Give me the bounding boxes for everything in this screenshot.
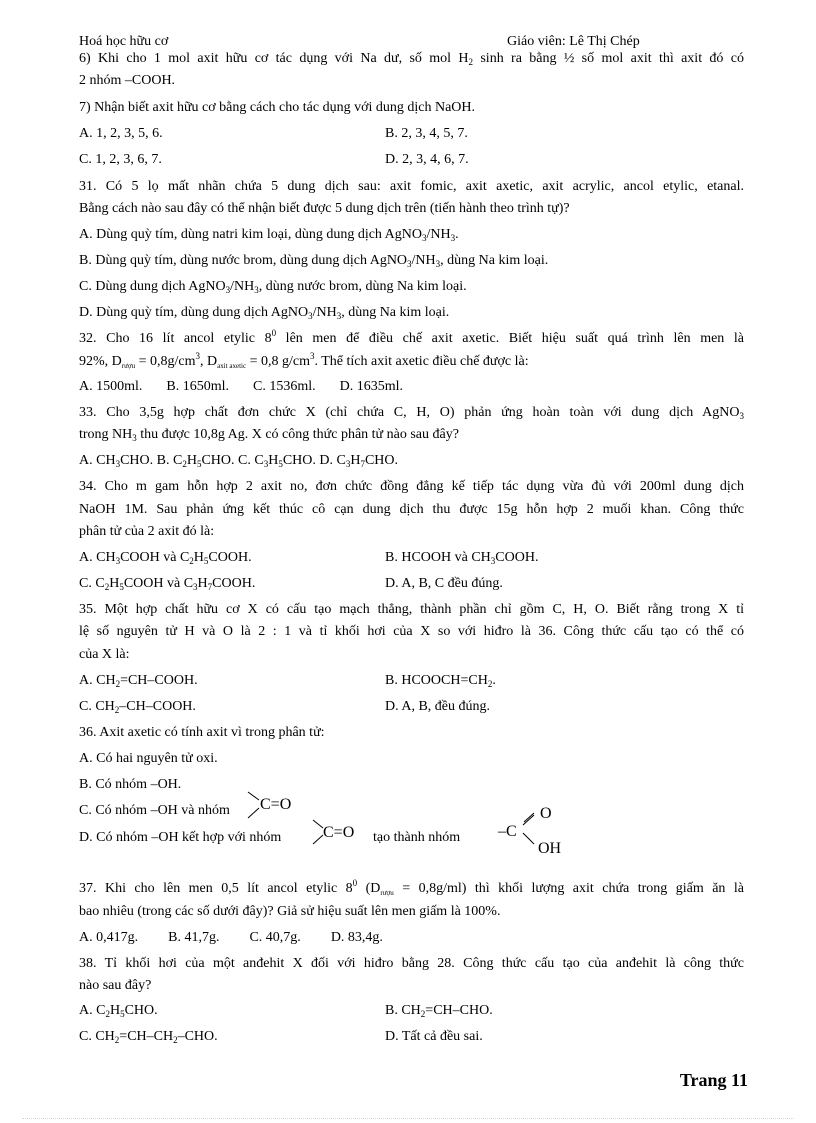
q33-line1: 33. Cho 3,5g hợp chất đơn chức X (chỉ chứa C, H, O) phản ứng hoàn toàn với dung dịch AgNO$_3$ xyxy=(79,405,744,421)
carbonyl-group-icon-2 xyxy=(311,818,371,850)
page-divider xyxy=(22,1118,794,1119)
q32-line1: 32. Cho 16 lít ancol etylic $8^0$ lên men để điều chế axit axetic. Biết hiệu suất quá trình lên men là xyxy=(79,328,745,346)
q38-option-c: C. $CH_2=CH-CH_2$–CHO. xyxy=(79,1029,218,1045)
q38-option-b: B. $CH_2=CH$–CHO. xyxy=(385,1003,493,1019)
svg-text:O: O xyxy=(540,805,552,822)
q38-option-a: A. $C_2H_5CHO$. xyxy=(79,1003,158,1019)
q35-line3: của X là: xyxy=(79,647,130,662)
q38-option-d: D. Tất cả đều sai. xyxy=(385,1029,483,1044)
q34-line2: NaOH 1M. Sau phản ứng kết thúc cô cạn dung dịch thu được 15g hỗn hợp 2 muối khan. Công thức xyxy=(79,502,744,517)
q7-option-a: A. 1, 2, 3, 5, 6. xyxy=(79,126,163,141)
q36-text: 36. Axit axetic có tính axit vì trong phân tử: xyxy=(79,725,325,740)
q36-option-a: A. Có hai nguyên tử oxi. xyxy=(79,751,218,766)
q34-line3: phân tử của 2 axit đó là: xyxy=(79,524,215,539)
header-teacher: Giáo viên: Lê Thị Chép xyxy=(507,34,640,49)
q35-option-a: A. $CH_2=CH$–COOH. xyxy=(79,673,198,689)
q38-line1: 38. Tỉ khối hơi của một anđehit X đối với hiđro bằng 28. Công thức cấu tạo của anđehit là công thức xyxy=(79,956,744,971)
q31-line1: 31. Có 5 lọ mất nhãn chứa 5 dung dịch sau: axit fomic, axit axetic, axit acrylic, ancol etylic, etanal. xyxy=(79,179,744,194)
q36-option-b: B. Có nhóm –OH. xyxy=(79,777,182,792)
q31-option-d: D. Dùng quỳ tím, dùng dung dịch $AgNO_3/NH_3$, dùng Na kim loại. xyxy=(79,305,450,321)
q36-option-d-tail: tạo thành nhóm xyxy=(373,830,461,845)
header-subject: Hoá học hữu cơ xyxy=(79,34,169,49)
carboxyl-group-icon xyxy=(496,800,576,860)
q6-line1: 6) Khi cho 1 mol axit hữu cơ tác dụng với Na dư, số mol $H_2$ sinh ra bằng ½ số mol axit thì axit đó có xyxy=(79,51,745,67)
q7-option-b: B. 2, 3, 4, 5, 7. xyxy=(385,126,468,141)
q34-option-a: A. $CH_3COOH$ và $C_2H_5COOH$. xyxy=(79,550,252,566)
q33-line2: trong $NH_3$ thu được 10,8g Ag. X có công thức phân tử nào sau đây? xyxy=(79,427,459,443)
q7-option-d: D. 2, 3, 4, 6, 7. xyxy=(385,152,469,167)
q32-line2: 92%, $D_{rượu} = 0,8g/cm^3$, $D_{axit axetic} = 0,8$ $g/cm^3$. Thể tích axit axetic điều chế được là: xyxy=(79,351,529,370)
svg-text:C=O: C=O xyxy=(260,796,292,813)
svg-text:C=O: C=O xyxy=(323,824,355,841)
svg-text:OH: OH xyxy=(538,840,562,857)
q35-line2: lệ số nguyên tử H và O là 2 : 1 và tỉ khối hơi của X so với hiđro là 36. Công thức cấu tạo có thể có xyxy=(79,624,744,639)
q32-options: A. 1500ml. B. 1650ml. C. 1536ml. D. 1635ml. xyxy=(79,379,404,394)
q7-option-c: C. 1, 2, 3, 6, 7. xyxy=(79,152,162,167)
carbonyl-group-icon xyxy=(246,790,306,822)
q37-options: A. 0,417g. B. 41,7g. C. 40,7g. D. 83,4g. xyxy=(79,930,383,945)
q37-line1: 37. Khi cho lên men 0,5 lít ancol etylic $8^0$ $(D_{rượu} = 0,8g/ml)$ thì khối lượng axit chứa trong giấm ăn là xyxy=(79,878,744,897)
q38-line2: nào sau đây? xyxy=(79,978,152,993)
q35-option-d: D. A, B, đều đúng. xyxy=(385,699,490,714)
q37-line2: bao nhiêu (trong các số dưới đây)? Giả sử hiệu suất lên men giấm là 100%. xyxy=(79,904,501,919)
page-number: Trang 11 xyxy=(679,1070,748,1090)
q34-line1: 34. Cho m gam hỗn hợp 2 axit no, đơn chức đồng đẳng kế tiếp tác dụng vừa đủ với 200ml dung dịch xyxy=(79,479,744,494)
q34-option-c: C. $C_2H_5COOH$ và $C_3H_7COOH$. xyxy=(79,576,256,592)
q33-options: A. $CH_3CHO$. B. $C_2H_5CHO$. C. $C_3H_5CHO$. D. $C_3H_7CHO$. xyxy=(79,453,399,469)
q36-option-c: C. Có nhóm –OH và nhóm xyxy=(79,803,230,818)
q35-line1: 35. Một hợp chất hữu cơ X có cấu tạo mạch thẳng, thành phần chỉ gồm C, H, O. Biết rằng trong X tỉ xyxy=(79,602,744,617)
q7-text: 7) Nhận biết axit hữu cơ bằng cách cho tác dụng với dung dịch NaOH. xyxy=(79,100,476,115)
svg-text:–C: –C xyxy=(498,823,517,840)
q34-option-b: B. HCOOH và $CH_3COOH$. xyxy=(385,550,539,566)
q31-option-a: A. Dùng quỳ tím, dùng natri kim loại, dùng dung dịch $AgNO_3/NH_3$. xyxy=(79,227,459,243)
q31-option-b: B. Dùng quỳ tím, dùng nước brom, dùng dung dịch $AgNO_3/NH_3$, dùng Na kim loại. xyxy=(79,253,549,269)
q36-option-d: D. Có nhóm –OH kết hợp với nhóm xyxy=(79,830,282,845)
q35-option-c: C. $CH_2-CH$–COOH. xyxy=(79,699,196,715)
q34-option-d: D. A, B, C đều đúng. xyxy=(385,576,503,591)
q31-line2: Bằng cách nào sau đây có thể nhận biết được 5 dung dịch trên (tiến hành theo trình tự)? xyxy=(79,201,570,216)
q35-option-b: B. $HCOOCH=CH_2$. xyxy=(385,673,496,689)
q31-option-c: C. Dùng dung dịch $AgNO_3/NH_3$, dùng nước brom, dùng Na kim loại. xyxy=(79,279,467,295)
q6-line2: 2 nhóm –COOH. xyxy=(79,73,176,88)
